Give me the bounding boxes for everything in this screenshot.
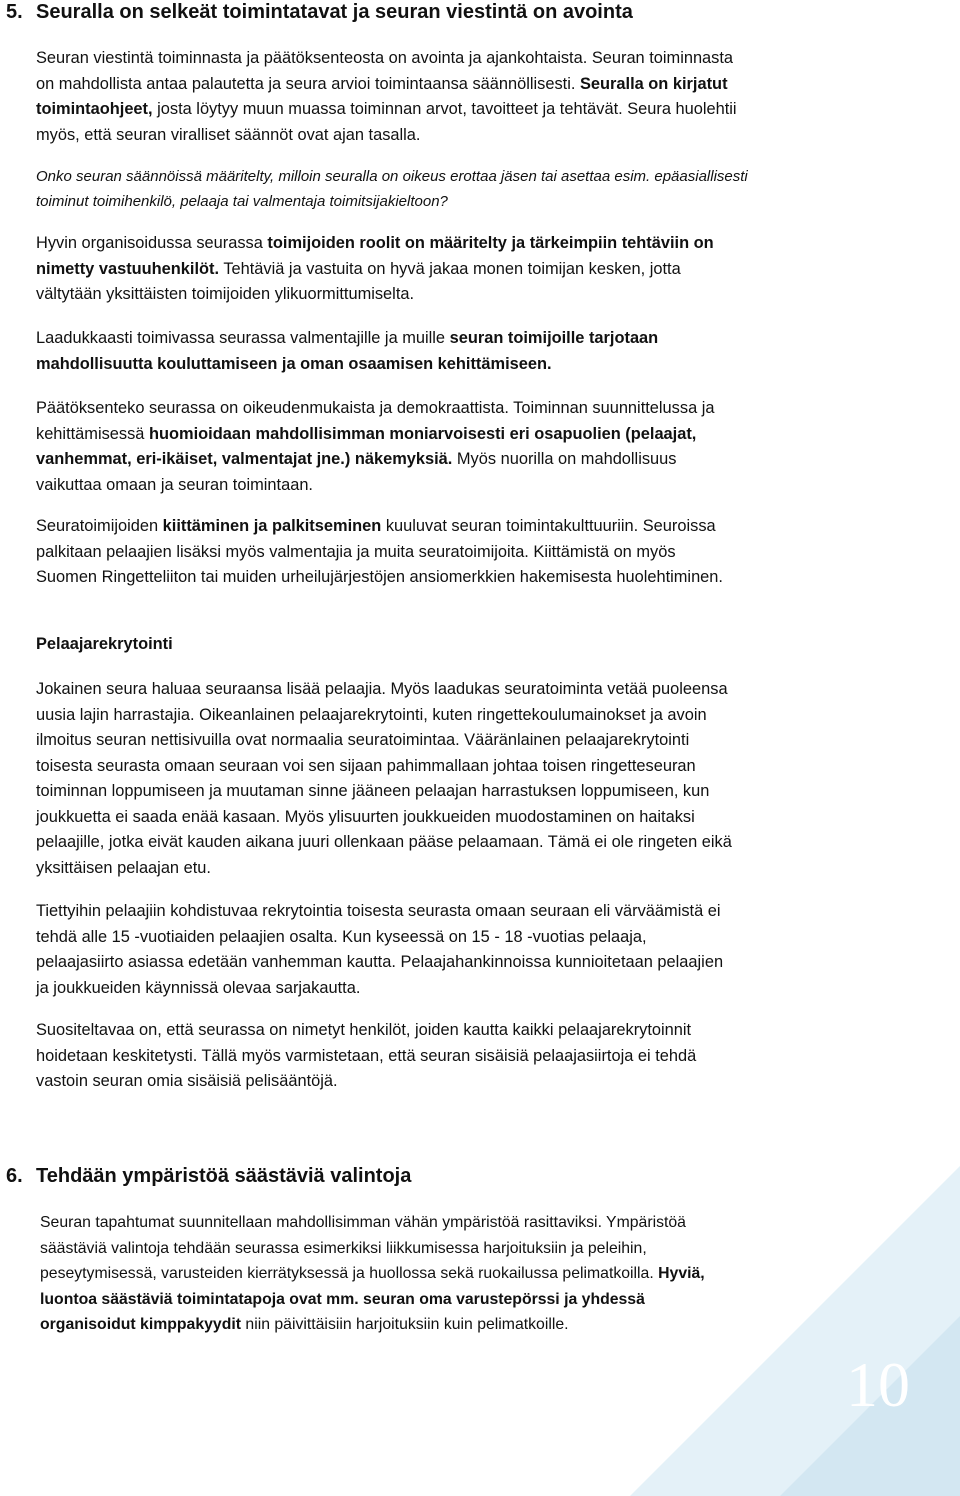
text-bold: vanhemmat, eri-ikäiset, valmentajat jne.) näkemyksiä.: [36, 450, 453, 468]
paragraph-decision-making: [36, 396, 844, 498]
text-bold: nimetty vastuuhenkilöt.: [36, 259, 220, 278]
section-5-number: 5.: [6, 1, 23, 23]
question-paragraph: [36, 164, 844, 214]
text-bold: mahdollisuutta kouluttamiseen ja oman osaamisen kehittämiseen.: [36, 354, 552, 373]
paragraph-environment: [40, 1210, 848, 1338]
text-bold: kiittäminen ja palkitseminen: [162, 517, 382, 535]
paragraph-recruitment-age: [36, 899, 844, 1001]
text-line: josta löytyy muun muassa toiminnan arvot, tavoitteet ja tehtävät. Seura huolehtii: [157, 100, 737, 118]
text-line: Seuratoimijoiden: [36, 517, 159, 535]
text-line: vaikuttaa omaan ja seuran toimintaan.: [36, 475, 313, 494]
text-line: myös, että seuran viralliset säännöt ovat ajan tasalla.: [36, 125, 421, 144]
text-line: toiminnan loppumiseen ja muutaman sinne jääneen pelaajan harrastuksen loppumiseen, kun: [36, 782, 710, 800]
text-line: niin päivittäisiin harjoituksiin kuin pelimatkoille.: [245, 1316, 569, 1333]
text-line: hoidetaan keskitetysti. Tällä myös varmistetaan, että seuran sisäisiä pelaajasiirtoja ei tehdä: [36, 1046, 697, 1065]
paragraph-recruitment-contact: [36, 1018, 844, 1095]
text-line: pelaajasiirto asiassa edetään vanhemman kautta. Pelaajahankinnoissa kunnioitetaan pelaajien: [36, 953, 724, 971]
text-line: toiminut toimihenkilö, pelaaja tai valmentaja toimitsijakieltoon?: [36, 193, 448, 210]
text-line: pelaajille, jotka eivät kauden aikana juuri ollenkaan pääse pelaamaan. Tämä ei ole ringeten eikä: [36, 833, 732, 851]
section-6-heading: [6, 1164, 411, 1188]
text-bold: luontoa säästäviä toimintatapoja ovat mm. seuran oma varustepörssi ja yhdessä: [40, 1290, 645, 1308]
page-number: 10: [846, 1349, 910, 1420]
text-line: Seuran tapahtumat suunnitellaan mahdollisimman vähän ympäristöä rasittaviksi. Ympäristöä: [40, 1214, 686, 1231]
paragraph-appreciation: [36, 514, 844, 591]
text-line: vastoin seuran omia sisäisiä pelisääntöjä.: [36, 1072, 338, 1090]
paragraph-training: [36, 326, 844, 377]
text-line: ilmoitus seuran nettisivuilla ovat normaalia seuratoimintaa. Vääränlainen pelaajarekrytointi: [36, 731, 690, 749]
section-5-title: Seuralla on selkeät toimintatavat ja seuran viestintä on avointa: [36, 1, 633, 23]
text-line: Hyvin organisoidussa seurassa: [36, 234, 263, 252]
text-line: Tiettyihin pelaajiin kohdistuvaa rekrytointia toisesta seurasta omaan seuraan eli värväämistä ei: [36, 902, 721, 920]
text-bold: Hyviä,: [658, 1265, 705, 1282]
text-bold: huomioidaan mahdollisimman moniarvoisesti eri osapuolien (pelaajat,: [148, 424, 697, 443]
text-line: kuuluvat seuran toimintakulttuuriin. Seuroissa: [385, 517, 716, 535]
text-line: Suomen Ringetteliiton tai muiden urheilujärjestöjen ansiomerkkien hakemisesta huolehtiminen.: [36, 568, 723, 586]
section-6-title: Tehdään ympäristöä säästäviä valintoja: [36, 1165, 412, 1187]
paragraph-recruitment: [36, 677, 844, 881]
text-line: Seuran viestintä toiminnasta ja päätöksenteosta on avointa ja ajankohtaista. Seuran toiminnasta: [36, 49, 734, 67]
paragraph-roles: [36, 231, 844, 308]
text-line: vältytään yksittäisten toimijoiden ylikuormittumiselta.: [36, 285, 415, 303]
text-line: Päätöksenteko seurassa on oikeudenmukaista ja demokraattista. Toiminnan suunnittelussa ja: [36, 399, 715, 417]
text-line: Myös nuorilla on mahdollisuus: [456, 450, 677, 468]
text-line: joukkuetta ei saada enää kasaan. Myös ylisuurten joukkueiden muodostaminen on haitaksi: [36, 807, 695, 826]
text-line: tehdä alle 15 -vuotiaiden pelaajien osalta. Kun kyseessä on 15 - 18 -vuotias pelaaja,: [36, 927, 647, 946]
text-bold: toimintaohjeet,: [36, 100, 153, 118]
section-6-number: 6.: [6, 1165, 23, 1187]
text-line: on mahdollista antaa palautetta ja seura arvioi toimintaansa säännöllisesti.: [36, 74, 576, 93]
section-5-heading: [6, 0, 633, 24]
text-bold: Seuralla on kirjatut: [579, 74, 728, 93]
text-line: peseytymisessä, varusteiden kierrätyksessä ja huollossa sekä ruokailussa pelimatkoilla.: [40, 1265, 654, 1282]
text-line: ja joukkueiden käynnissä olevaa sarjakautta.: [36, 978, 361, 997]
text-bold: seuran toimijoille tarjotaan: [449, 329, 659, 347]
text-line: Jokainen seura haluaa seuraansa lisää pelaajia. Myös laadukas seuratoiminta vetää puoleensa: [36, 680, 728, 698]
paragraph-communication: [36, 46, 844, 148]
text-line: yksittäisen pelaajan etu.: [36, 858, 211, 877]
text-bold: toimijoiden roolit on määritelty ja tärkeimpiin tehtäviin on: [267, 234, 714, 252]
text-line: Tehtäviä ja vastuita on hyvä jakaa monen toimijan kesken, jotta: [223, 259, 681, 278]
text-line: säästäviä valintoja tehdään seurassa esimerkiksi liikkumisessa harjoituksiin ja peleihin,: [40, 1239, 647, 1257]
text-line: palkitaan pelaajien lisäksi myös valmentajia ja muita seuratoimijoita. Kiittämistä on myös: [36, 542, 676, 561]
text-line: Suositeltavaa on, että seurassa on nimetyt henkilöt, joiden kautta kaikki pelaajarekrytoinnit: [36, 1021, 692, 1039]
text-line: Laadukkaasti toimivassa seurassa valmentajille ja muille: [36, 329, 446, 347]
subheading-player-recruitment: Pelaajarekrytointi: [36, 635, 173, 653]
text-line: uusia lajin harrastajia. Oikeanlainen pelaajarekrytointi, kuten ringettekoulumainokset ja avoin: [36, 705, 707, 724]
text-line: kehittämisessä: [36, 424, 145, 443]
text-line: Onko seuran säännöissä määritelty, milloin seuralla on oikeus erottaa jäsen tai asettaa esim. epäasiallisesti: [36, 168, 748, 185]
text-bold: organisoidut kimppakyydit: [40, 1316, 242, 1333]
text-line: toisesta seurasta omaan seuraan voi sen sijaan pahimmallaan johtaa toisen ringetteseuran: [36, 756, 696, 775]
